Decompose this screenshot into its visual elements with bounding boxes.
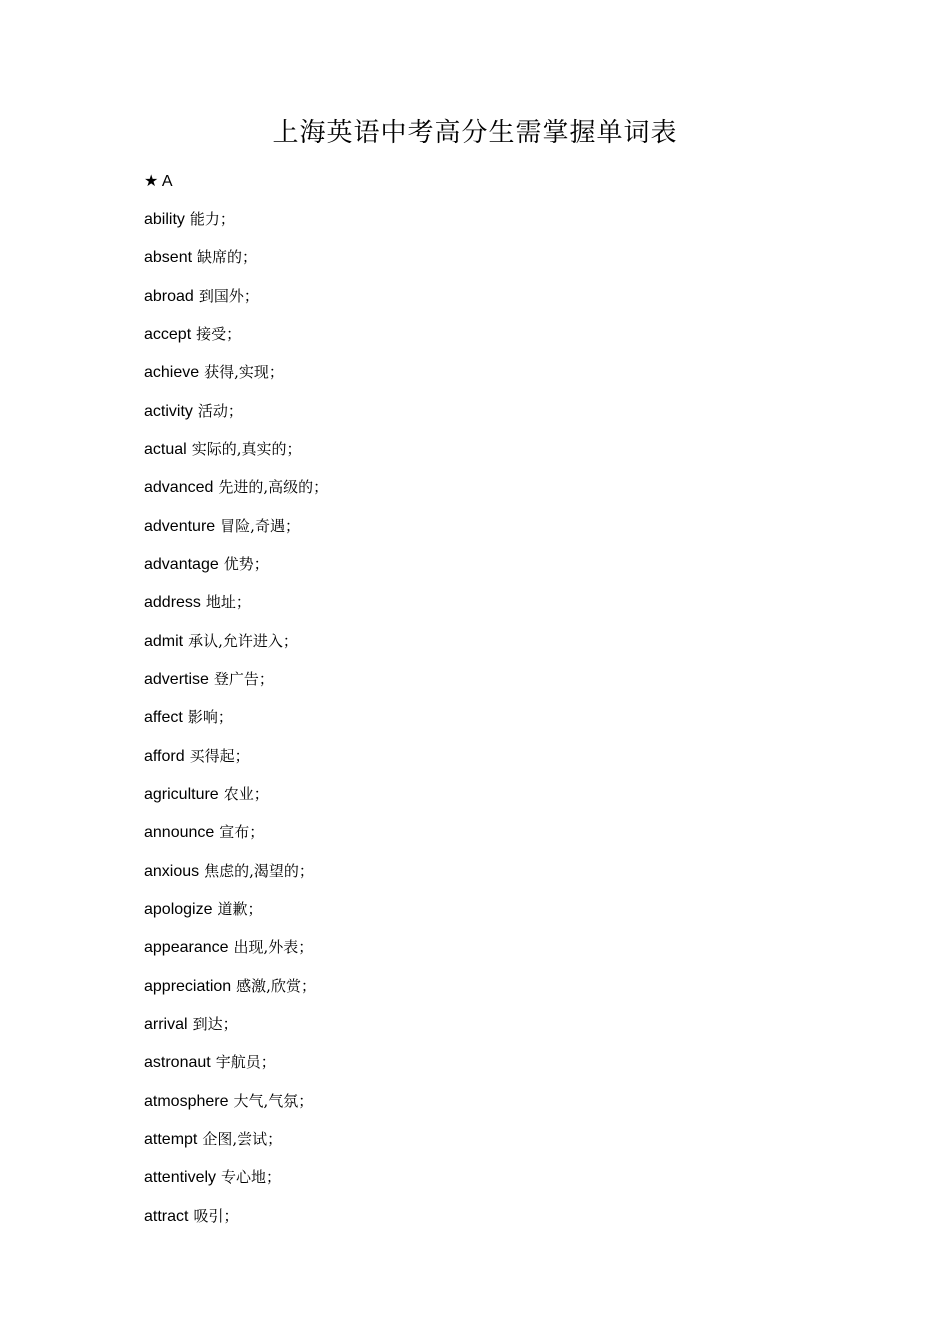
word-entry — [144, 399, 844, 437]
word-entry — [144, 245, 844, 283]
word-term: abroad — [144, 287, 194, 305]
word-entry — [144, 552, 844, 590]
word-term: advantage — [144, 555, 219, 573]
section-heading: ★ A — [144, 173, 173, 190]
word-entry — [144, 360, 844, 398]
word-entry — [144, 437, 844, 475]
word-term: accept — [144, 325, 192, 343]
word-definition: 焦虑的,渴望的； — [204, 861, 314, 880]
word-entry — [144, 705, 844, 743]
word-term: adventure — [144, 517, 216, 535]
word-term: appreciation — [144, 977, 232, 995]
word-entry — [144, 514, 844, 552]
word-entry — [144, 859, 844, 897]
word-term: afford — [144, 747, 185, 765]
word-definition: 吸引； — [193, 1206, 239, 1225]
word-entry — [144, 820, 844, 858]
word-definition: 买得起； — [189, 746, 250, 765]
word-term: advanced — [144, 479, 214, 497]
word-term: atmosphere — [144, 1092, 229, 1110]
word-definition: 登广告； — [213, 669, 274, 688]
word-term: achieve — [144, 364, 200, 382]
word-list — [144, 207, 844, 1242]
word-entry — [144, 590, 844, 628]
word-entry — [144, 1165, 844, 1203]
word-definition: 冒险,奇遇； — [220, 516, 300, 535]
word-entry — [144, 629, 844, 667]
word-term: actual — [144, 440, 187, 458]
word-term: astronaut — [144, 1054, 211, 1072]
word-term: apologize — [144, 900, 213, 918]
word-definition: 活动； — [197, 401, 243, 420]
word-definition: 道歉； — [217, 899, 263, 918]
word-entry — [144, 974, 844, 1012]
word-term: admit — [144, 632, 184, 650]
word-definition: 大气,气氛； — [233, 1091, 314, 1110]
word-definition: 承认,允许进入； — [188, 631, 298, 650]
word-definition: 宣布； — [219, 823, 265, 842]
word-term: ability — [144, 211, 185, 228]
word-term: activity — [144, 402, 193, 420]
word-definition: 先进的,高级的； — [218, 478, 329, 497]
word-definition: 能力； — [189, 210, 235, 228]
word-term: advertise — [144, 670, 209, 688]
word-definition: 感激,欣赏； — [236, 976, 316, 995]
word-entry — [144, 284, 844, 322]
word-term: attentively — [144, 1169, 217, 1187]
word-entry — [144, 667, 844, 705]
word-definition: 企图,尝试； — [202, 1129, 283, 1148]
word-definition: 优势； — [223, 554, 269, 573]
word-term: arrival — [144, 1015, 188, 1033]
word-entry — [144, 1089, 844, 1127]
word-definition: 实际的,真实的； — [191, 439, 302, 458]
word-definition: 获得,实现； — [204, 363, 284, 382]
word-definition: 缺席的； — [197, 248, 258, 267]
word-entry — [144, 1204, 844, 1242]
word-term: anxious — [144, 862, 200, 880]
word-term: agriculture — [144, 785, 219, 803]
word-term: announce — [144, 824, 215, 842]
word-term: address — [144, 594, 201, 612]
word-term: absent — [144, 249, 193, 267]
word-entry — [144, 744, 844, 782]
word-definition: 接受； — [196, 324, 242, 343]
page-title: 上海英语中考高分生需掌握单词表 — [272, 118, 678, 148]
word-entry — [144, 475, 844, 513]
word-entry — [144, 897, 844, 935]
word-definition: 出现,外表； — [233, 938, 314, 957]
word-definition: 地址； — [205, 593, 251, 612]
word-entry — [144, 1127, 844, 1165]
word-term: attempt — [144, 1130, 198, 1148]
word-entry — [144, 207, 844, 245]
word-definition: 专心地； — [221, 1168, 282, 1187]
word-definition: 到达； — [192, 1014, 238, 1033]
word-definition: 影响； — [187, 708, 233, 727]
word-definition: 到国外； — [198, 286, 259, 305]
word-entry — [144, 935, 844, 973]
word-term: attract — [144, 1207, 189, 1225]
word-definition: 农业； — [223, 784, 269, 803]
word-term: appearance — [144, 939, 229, 957]
word-entry — [144, 1050, 844, 1088]
word-entry — [144, 1012, 844, 1050]
word-definition: 宇航员； — [215, 1053, 276, 1072]
word-entry — [144, 322, 844, 360]
word-term: affect — [144, 709, 183, 727]
word-entry — [144, 782, 844, 820]
